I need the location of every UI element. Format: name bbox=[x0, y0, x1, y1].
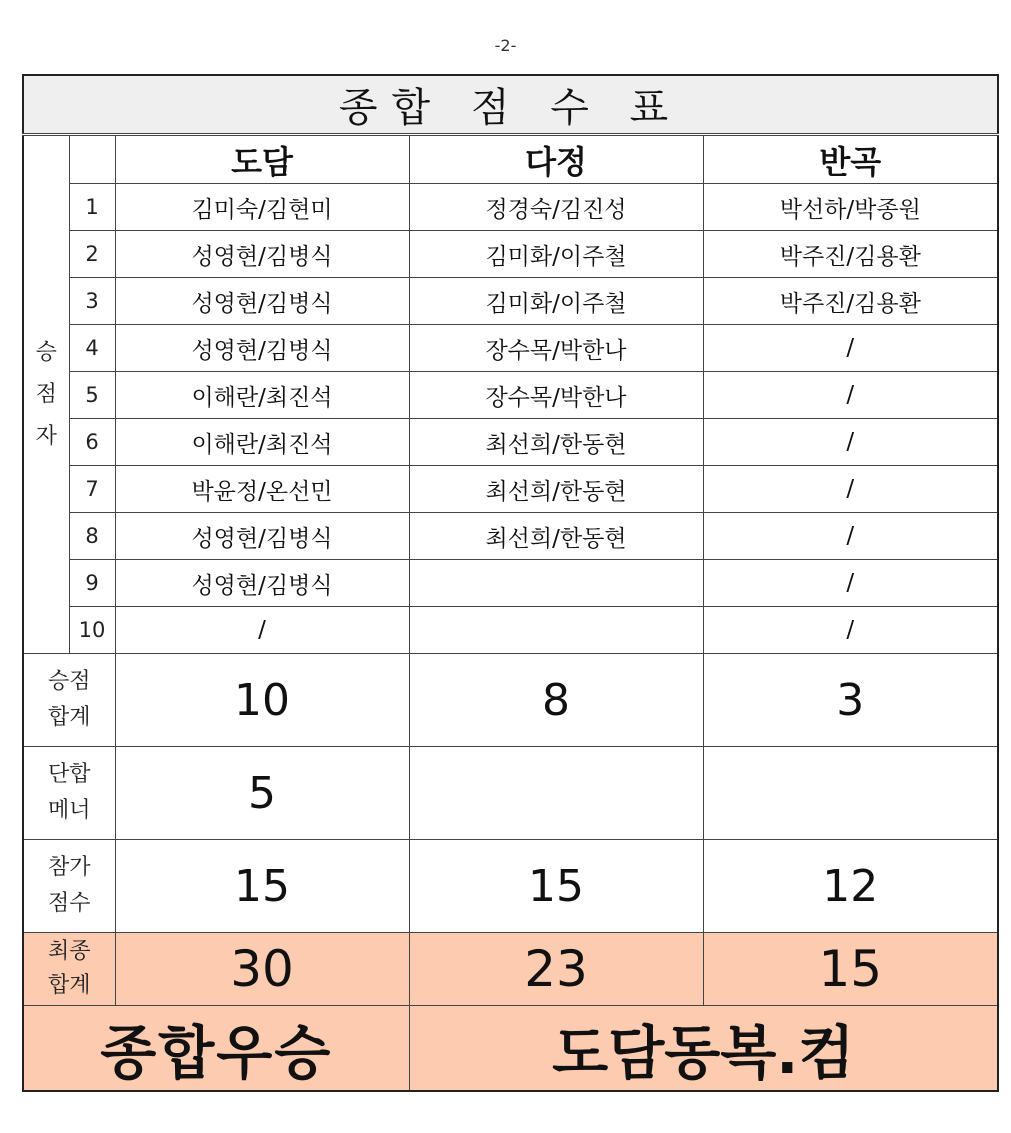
winner-pair-cell: 성영현/김병식 bbox=[115, 513, 409, 560]
winner-pair-cell: / bbox=[703, 560, 998, 607]
table-row bbox=[23, 325, 998, 372]
team-header: 다정 bbox=[409, 135, 703, 184]
summary-value: 8 bbox=[409, 654, 703, 747]
winner-pair-cell: 최선희/한동현 bbox=[409, 513, 703, 560]
final-total-value: 30 bbox=[115, 933, 409, 1006]
winner-pair-cell: 김미화/이주철 bbox=[409, 278, 703, 325]
winner-pair-cell: / bbox=[703, 513, 998, 560]
summary-row bbox=[23, 747, 998, 840]
final-total-value: 23 bbox=[409, 933, 703, 1006]
final-total-row bbox=[23, 933, 998, 1006]
team-header: 도담 bbox=[115, 135, 409, 184]
summary-label: 참가 점수 bbox=[47, 855, 91, 916]
summary-value bbox=[703, 747, 998, 840]
table-row bbox=[23, 560, 998, 607]
winner-pair-cell: / bbox=[703, 372, 998, 419]
row-number: 6 bbox=[69, 419, 115, 466]
summary-value: 10 bbox=[115, 654, 409, 747]
winner-pair-cell: 박주진/김용환 bbox=[703, 231, 998, 278]
summary-label-cell bbox=[23, 654, 115, 747]
overall-winner-row bbox=[23, 1006, 998, 1092]
winner-pair-cell: 김미숙/김현미 bbox=[115, 184, 409, 231]
winner-pair-cell: 성영현/김병식 bbox=[115, 278, 409, 325]
summary-value: 12 bbox=[703, 840, 998, 933]
table-row bbox=[23, 419, 998, 466]
winner-pair-cell: 장수목/박한나 bbox=[409, 325, 703, 372]
team-header: 반곡 bbox=[703, 135, 998, 184]
summary-row bbox=[23, 654, 998, 747]
overall-winner-label: 종합우승 bbox=[23, 1006, 409, 1092]
winner-pair-cell: 성영현/김병식 bbox=[115, 325, 409, 372]
table-row bbox=[23, 184, 998, 231]
winner-pair-cell: / bbox=[703, 325, 998, 372]
table-title: 종합 점 수 표 bbox=[23, 75, 998, 135]
header-blank-cell bbox=[69, 135, 115, 184]
page-number: -2- bbox=[494, 36, 517, 55]
summary-value: 5 bbox=[115, 747, 409, 840]
table-row bbox=[23, 231, 998, 278]
summary-value: 15 bbox=[115, 840, 409, 933]
winner-pair-cell: 최선희/한동현 bbox=[409, 419, 703, 466]
winner-pair-cell: 이해란/최진석 bbox=[115, 419, 409, 466]
table-row bbox=[23, 466, 998, 513]
winner-pair-cell: / bbox=[703, 607, 998, 654]
winner-pair-cell: / bbox=[703, 466, 998, 513]
row-number: 3 bbox=[69, 278, 115, 325]
winner-pair-cell: 이해란/최진석 bbox=[115, 372, 409, 419]
summary-label-cell bbox=[23, 747, 115, 840]
row-number: 2 bbox=[69, 231, 115, 278]
table-row bbox=[23, 372, 998, 419]
row-number: 7 bbox=[69, 466, 115, 513]
final-total-label: 최종 합계 bbox=[47, 939, 91, 998]
row-number: 8 bbox=[69, 513, 115, 560]
table-row bbox=[23, 278, 998, 325]
summary-value: 3 bbox=[703, 654, 998, 747]
winner-pair-cell: / bbox=[115, 607, 409, 654]
summary-label: 승점 합계 bbox=[47, 669, 91, 730]
summary-value bbox=[409, 747, 703, 840]
winner-pair-cell: 성영현/김병식 bbox=[115, 560, 409, 607]
table-row bbox=[23, 607, 998, 654]
row-number: 10 bbox=[69, 607, 115, 654]
winner-pair-cell: 정경숙/김진성 bbox=[409, 184, 703, 231]
row-number: 5 bbox=[69, 372, 115, 419]
winner-pair-cell: 김미화/이주철 bbox=[409, 231, 703, 278]
winner-pair-cell bbox=[409, 560, 703, 607]
summary-label: 단합 메너 bbox=[47, 762, 91, 823]
winner-pair-cell: 박선하/박종원 bbox=[703, 184, 998, 231]
row-number: 1 bbox=[69, 184, 115, 231]
winner-pair-cell: 최선희/한동현 bbox=[409, 466, 703, 513]
row-number: 9 bbox=[69, 560, 115, 607]
winner-pair-cell bbox=[409, 607, 703, 654]
final-total-value: 15 bbox=[703, 933, 998, 1006]
table-row bbox=[23, 513, 998, 560]
winner-pair-cell: 성영현/김병식 bbox=[115, 231, 409, 278]
winner-pair-cell: 박주진/김용환 bbox=[703, 278, 998, 325]
summary-value: 15 bbox=[409, 840, 703, 933]
winners-label-text: 승 점 자 bbox=[35, 339, 57, 449]
winner-pair-cell: / bbox=[703, 419, 998, 466]
winner-pair-cell: 박윤정/온선민 bbox=[115, 466, 409, 513]
overall-winner-team: 도담동복.컴 bbox=[409, 1006, 998, 1092]
row-number: 4 bbox=[69, 325, 115, 372]
winners-side-label bbox=[23, 135, 69, 654]
winner-pair-cell: 장수목/박한나 bbox=[409, 372, 703, 419]
score-table bbox=[22, 74, 999, 1092]
final-label-cell bbox=[23, 933, 115, 1006]
summary-label-cell bbox=[23, 840, 115, 933]
summary-row bbox=[23, 840, 998, 933]
